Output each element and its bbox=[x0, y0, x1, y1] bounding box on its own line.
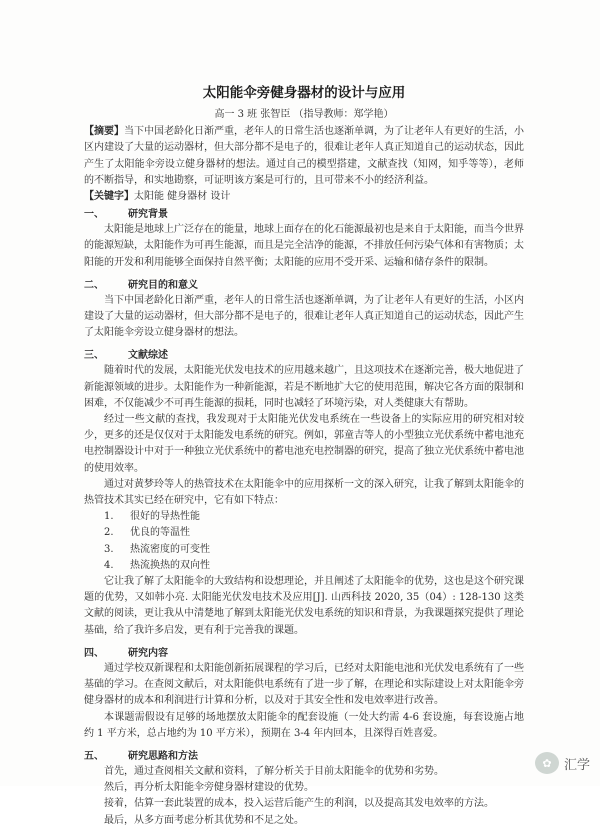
paper-body bbox=[84, 82, 524, 829]
author-byline: 高一 3 班 张智臣 （指导教师：郑学艳） bbox=[214, 109, 394, 120]
method-line: 接着，估算一套此装置的成本，投入运营后能产生的利润，以及提高其发电效率的方法。 bbox=[104, 798, 494, 810]
section-heading-method bbox=[84, 749, 524, 764]
section-number: 二、 bbox=[84, 279, 104, 291]
method-line: 然后，再分析太阳能伞旁健身器材建设的优势。 bbox=[104, 782, 314, 794]
keywords bbox=[84, 189, 524, 205]
list-item: 2. 优良的等温性 bbox=[104, 527, 190, 539]
paper-title: 太阳能伞旁健身器材的设计与应用 bbox=[202, 85, 406, 101]
content-paragraph-2: 本课题需假设有足够的场地摆放太阳能伞的配套设施（一处大约需 4-6 套设施，每套设施占地约 1 平方米，总占地约为 10 平方米），预期在 3-4 年内回本，且深得百姓喜爱。 bbox=[84, 711, 524, 739]
section-background-body: 太阳能是地球上广泛存在的能量，地球上面存在的化石能源最初也是来自于太阳能，而当今世界的能源短缺，太阳能作为可再生能源，而且是完全洁净的能源，不排放任何污染气体和有害物质；太阳能的开发和利用能够全面保持自然平衡；太阳能的应用不受开采、运输和储存条件的限制。 bbox=[84, 224, 524, 268]
section-number: 三、 bbox=[84, 350, 104, 362]
list-item: 4. 热流换热的双向性 bbox=[104, 559, 210, 571]
content-paragraph-1: 通过学校双新课程和太阳能创新拓展课程的学习后，已经对太阳能电池和光伏发电系统有了一些基础的学习。在查阅文献后，对太阳能供电系统有了进一步了解，在理论和实际建设上对太阳能伞旁健身器材的成本和利润进行计算和分析，以及对于其安全性和发电效率进行改善。 bbox=[84, 662, 524, 707]
wechat-logo-icon: ✿ bbox=[535, 752, 559, 774]
list-item: 1. 很好的导热性能 bbox=[104, 511, 200, 523]
abstract bbox=[84, 124, 524, 189]
section-title: 研究思路和方法 bbox=[128, 750, 198, 762]
literature-paragraph-1: 随着时代的发展，太阳能光伏发电技术的应用越来越广，且这项技术在逐渐完善，极大地促进了新能源领域的进步。太阳能作为一种新能源，若是不断地扩大它的使用范围，解决它各方面的限制和困难，不仅能减少不可再生能源的损耗，同时也减轻了环境污染，对人类健康大有帮助。 bbox=[84, 365, 524, 409]
watermark bbox=[535, 752, 590, 774]
abstract-label: 【摘要】 bbox=[84, 126, 124, 138]
keywords-label: 【关键字】 bbox=[84, 191, 134, 203]
abstract-text: 当下中国老龄化日渐严重，老年人的日常生活也逐渐单调，为了让老年人有更好的生活，小区内建设了大量的运动器材，但大部分都不是电子的，很难让老年人真正知道自己的运动状态，因此产生了太阳能伞旁设立健身器材的想法。通过自己的模型搭建，文献查找（知网，知乎等等），老师的不断指导，和实地勘察，可证明该方案是可行的，且可带来不小的经济利益。 bbox=[84, 126, 524, 186]
section-heading-content bbox=[84, 646, 524, 661]
section-title: 研究内容 bbox=[128, 647, 168, 659]
keywords-text: 太阳能 健身器材 设计 bbox=[134, 191, 231, 203]
literature-paragraph-4: 它让我了解了太阳能伞的大致结构和设想理论，并且阐述了太阳能伞的优势，这也是这个研究课题的优势，又如韩小亮. 太阳能光伏发电技术及应用[J]. 山西科技 2020, 35（04）: 128-130 这类文献的阅读，更让我从中清楚地了解到太阳能光伏发电系统的知识和背景，为我课题探究提供了理论基础，给了我许多启发，更有利于完善我的课题。 bbox=[84, 576, 524, 636]
section-number: 四、 bbox=[84, 647, 104, 659]
section-title: 研究背景 bbox=[128, 209, 168, 221]
method-line: 最后，从多方面考虑分析其优势和不足之处。 bbox=[104, 814, 304, 826]
list-item: 3. 热流密度的可变性 bbox=[104, 543, 210, 555]
section-title: 文献综述 bbox=[128, 350, 168, 362]
feature-list bbox=[84, 509, 524, 574]
section-number: 五、 bbox=[84, 750, 104, 762]
section-number: 一、 bbox=[84, 209, 104, 221]
method-line: 首先，通过查阅相关文献和资料，了解分析关于目前太阳能伞的优势和劣势。 bbox=[104, 765, 444, 777]
section-heading-literature bbox=[84, 348, 524, 363]
watermark-text: 汇学 bbox=[563, 757, 590, 773]
literature-paragraph-3: 通过对黄梦玲等人的热管技术在太阳能伞中的应用探析一文的深入研究，让我了解到太阳能伞的热管技术其实已经在研究中，它有如下特点： bbox=[84, 478, 524, 507]
section-heading-background bbox=[84, 207, 524, 222]
section-title: 研究目的和意义 bbox=[128, 279, 198, 291]
section-purpose-body: 当下中国老龄化日渐严重，老年人的日常生活也逐渐单调，为了让老年人有更好的生活，小区内建设了大量的运动器材，但大部分都不是电子的，很难让老年人真正知道自己的运动状态，因此产生了太阳能伞旁设立健身器材的想法。 bbox=[84, 294, 524, 339]
section-heading-purpose bbox=[84, 278, 524, 293]
literature-paragraph-2: 经过一些文献的查找，我发现对于太阳能光伏发电系统在一些设备上的实际应用的研究相对较少，更多的还是仅仅对于太阳能发电系统的研究。例如，郭童吉等人的小型独立光伏系统中蓄电池充电控制器设计中对于一种独立光伏系统中的蓄电池充电控制器的研究，提高了独立光伏系统中蓄电池的使用效率。 bbox=[84, 414, 524, 474]
